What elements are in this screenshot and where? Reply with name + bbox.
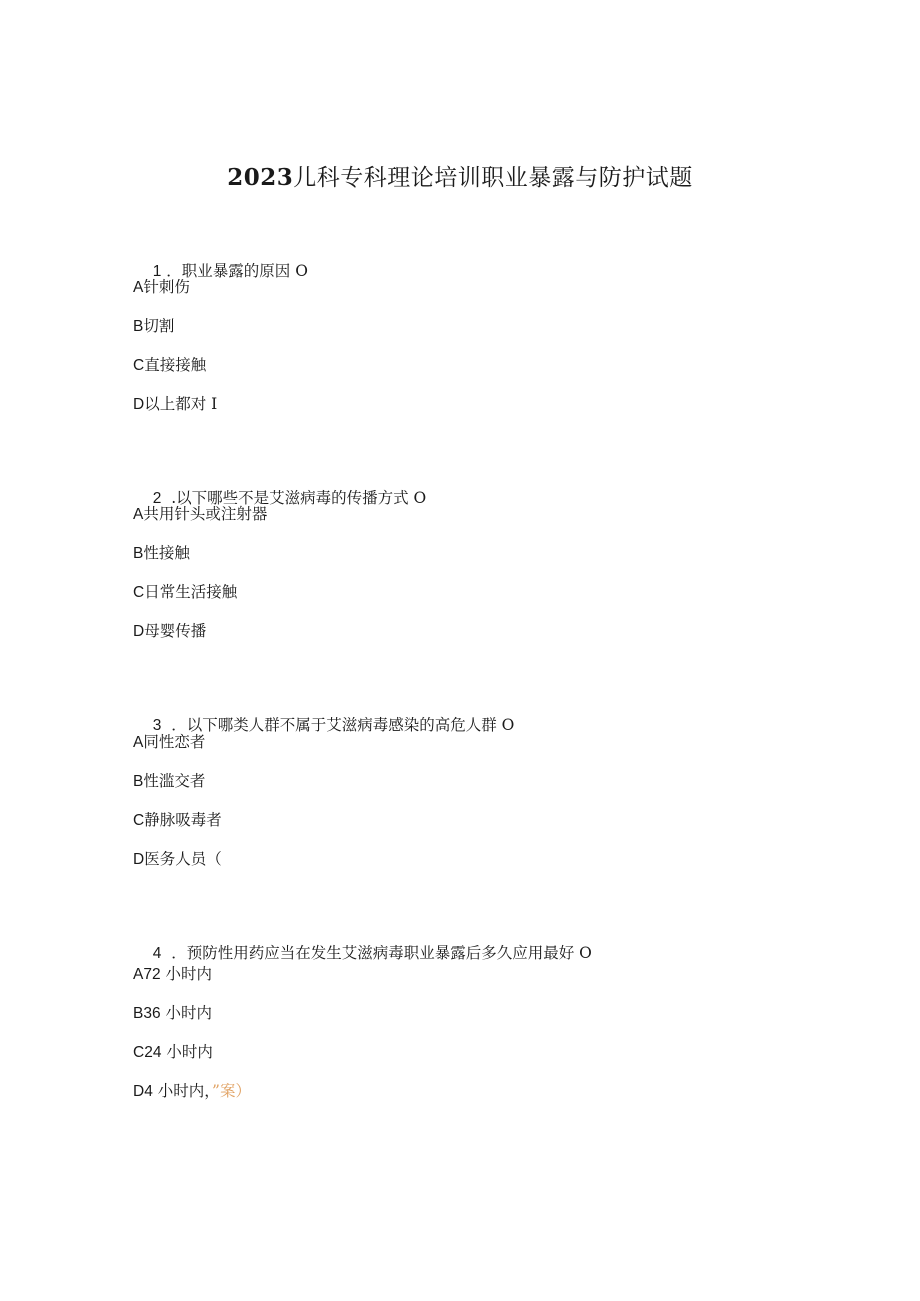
q4-option-c xyxy=(133,1041,213,1064)
option-letter: C xyxy=(133,357,145,374)
option-text: 同性恋者 xyxy=(143,733,206,751)
q2-option-c xyxy=(133,581,237,604)
option-letter: A72 xyxy=(133,966,161,983)
q3-option-d xyxy=(133,848,222,871)
q3-option-a xyxy=(133,731,205,754)
option-text: 共用针头或注射器 xyxy=(143,505,268,523)
option-text: 针刺伤 xyxy=(143,278,190,296)
question-text: ．预防性用药应当在发生艾滋病毒职业暴露后多久应用最好 O xyxy=(171,944,592,962)
option-text: 切割 xyxy=(143,317,175,335)
page-title xyxy=(0,162,920,194)
option-text: 日常生活接触 xyxy=(144,583,238,601)
option-text: 小时内 xyxy=(165,1004,213,1022)
q3-option-b xyxy=(133,770,205,793)
q1-option-b xyxy=(133,315,174,338)
q2-option-a xyxy=(133,503,267,526)
option-text: 医务人员（ xyxy=(144,850,222,868)
option-letter: D xyxy=(133,851,145,868)
q3-option-c xyxy=(133,809,222,832)
option-letter: C xyxy=(133,812,145,829)
option-letter: A xyxy=(133,506,144,523)
question-number: 1 xyxy=(152,263,162,280)
option-text: 性滥交者 xyxy=(143,772,206,790)
option-text: 以上都对 I xyxy=(144,395,218,413)
question-number: 3 xyxy=(152,717,162,734)
option-text: 性接触 xyxy=(143,544,190,562)
option-letter: B xyxy=(133,773,144,790)
q4-option-d xyxy=(133,1080,251,1103)
option-letter: D xyxy=(133,623,145,640)
q1-option-a xyxy=(133,276,190,299)
option-letter: B36 xyxy=(133,1005,161,1022)
option-text: 小时内 xyxy=(166,1043,213,1061)
q4-option-a xyxy=(133,963,212,986)
q2-option-d xyxy=(133,620,206,643)
q4-option-b xyxy=(133,1002,212,1025)
option-letter: B xyxy=(133,318,144,335)
question-text: .以下哪些不是艾滋病毒的传播方式 O xyxy=(171,489,427,507)
title-year: 2023 xyxy=(227,164,294,191)
question-number: 4 xyxy=(152,945,162,962)
option-text: 母婴传播 xyxy=(144,622,207,640)
option-letter: A xyxy=(133,734,144,751)
option-text: 静脉吸毒者 xyxy=(144,811,222,829)
question-number: 2 xyxy=(152,490,162,507)
option-letter: D xyxy=(133,396,145,413)
option-letter: B xyxy=(133,545,144,562)
option-text: 小时内 xyxy=(165,965,213,983)
q2-option-b xyxy=(133,542,190,565)
option-letter: C24 xyxy=(133,1044,162,1061)
question-text: ．职业暴露的原因 O xyxy=(166,262,308,280)
option-text: 直接接触 xyxy=(144,356,207,374)
q1-option-c xyxy=(133,354,206,377)
answer-fragment: ”案） xyxy=(212,1082,251,1100)
option-text: 小时内， xyxy=(157,1082,213,1100)
q1-option-d xyxy=(133,393,217,416)
title-text: 儿科专科理论培训职业暴露与防护试题 xyxy=(293,165,693,191)
question-text: ．以下哪类人群不属于艾滋病毒感染的高危人群 O xyxy=(171,716,515,734)
option-letter: C xyxy=(133,584,145,601)
option-letter: A xyxy=(133,279,144,296)
option-letter: D4 xyxy=(133,1083,153,1100)
